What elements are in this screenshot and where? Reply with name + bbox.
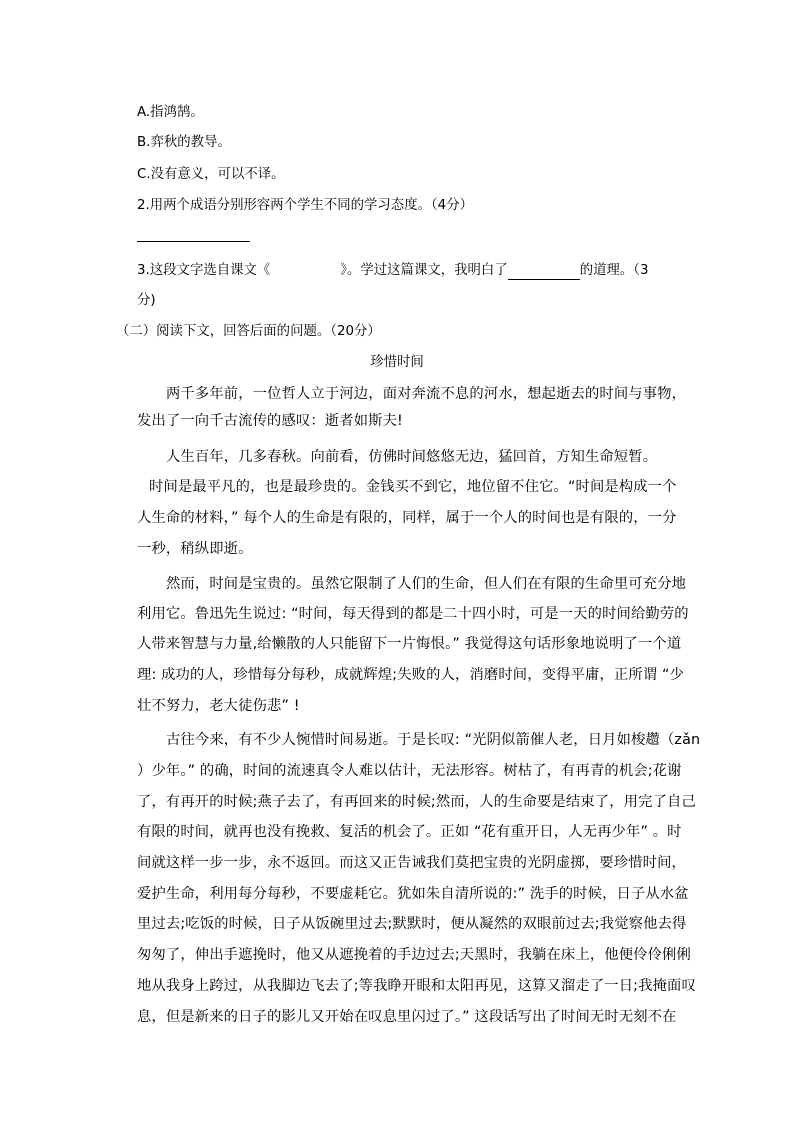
passage-line: 有限的时间，就再也没有挽救、复活的机会了。正如 “花有重开日，人无再少年” 。时 <box>137 824 682 840</box>
option-c: C.没有意义，可以不译。 <box>137 167 285 182</box>
passage-line: 息，但是新来的日子的影儿又开始在叹息里闪过了。” 这段话写出了时间无时无刻不在 <box>137 1009 677 1025</box>
passage-line: 爱护生命，利用每分每秒，不要虚耗它。犹如朱自清所说的:” 洗手的时候，日子从水盆 <box>137 886 689 902</box>
passage-title: 珍惜时间 <box>370 355 424 370</box>
passage-line: 地从我身上跨过，从我脚边飞去了;等我睁开眼和太阳再见，这算又溜走了一日;我掩面叹 <box>137 978 696 994</box>
passage-line: 然而，时间是宝贵的。虽然它限制了人们的生命，但人们在有限的生命里可充分地 <box>166 576 687 592</box>
question-3 <box>137 262 648 280</box>
option-b: B.弈秋的教导。 <box>137 135 231 150</box>
q3-text-part2: 》。学过这篇课文，我明白了 <box>340 263 508 278</box>
passage-line: 利用它。鲁迅先生说过: “时间，每天得到的都是二十四小时，可是一天的时间给勤劳的 <box>137 606 689 622</box>
question-2: 2.用两个成语分别形容两个学生不同的学习态度。（4分） <box>137 198 473 213</box>
q3-text-part1: 3.这段文字选自课文《 <box>137 263 271 278</box>
passage-line: 里过去;吃饭的时候，日子从饭碗里过去;默默时，便从凝然的双眼前过去;我觉察他去得 <box>137 916 687 932</box>
lesson-meaning-blank[interactable] <box>508 265 580 280</box>
option-a: A.指鸿鹄。 <box>137 105 204 120</box>
passage-line: 人生百年，几多春秋。向前看，仿佛时间悠悠无边，猛回首，方知生命短暂。 <box>166 449 658 465</box>
passage-line: 时间是最平凡的，也是最珍贵的。金钱买不到它，地位留不住它。“时间是构成一个 <box>149 479 677 495</box>
section-heading: （二）阅读下文，回答后面的问题。（20分） <box>116 324 381 339</box>
answer-blank-q2[interactable] <box>137 241 250 242</box>
q3-text-part3: 的道理。（3 <box>579 263 649 278</box>
passage-line: 人带来智慧与力量,给懒散的人只能留下一片悔恨。” 我觉得这句话形象地说明了一个道 <box>137 636 682 652</box>
question-3-line2: 分) <box>137 293 156 308</box>
passage-line: ）少年。” 的确，时间的流速真令人难以估计，无法形容。树枯了，有再青的机会;花谢 <box>137 763 682 779</box>
passage-line: 人生命的材料，” 每个人的生命是有限的，同样，属于一个人的时间也是有限的，一分 <box>137 510 677 526</box>
passage-line: 壮不努力，老大徒伤悲” ! <box>137 698 300 714</box>
passage-line: 匆匆了，伸出手遮挽时，他又从遮挽着的手边过去;天黑时，我躺在床上，他便伶伶俐俐 <box>137 947 691 963</box>
passage-line: 古往今来，有不少人惋惜时间易逝。于是长叹: “光阴似箭催人老，日月如梭趱（zǎn <box>166 732 701 748</box>
passage-line: 一秒，稍纵即逝。 <box>137 541 253 557</box>
passage-line: 两千多年前，一位哲人立于河边，面对奔流不息的河水，想起逝去的时间与事物， <box>166 386 687 402</box>
passage-line: 发出了一向千古流传的感叹：逝者如斯夫! <box>137 413 403 429</box>
passage-line: 理: 成功的人，珍惜每分每秒，成就辉煌;失败的人，消磨时间，变得平庸，正所谓 “少 <box>137 667 684 683</box>
passage-line: 了，有再开的时候;燕子去了，有再回来的时候;然而，人的生命要是结束了，用完了自己 <box>137 794 696 810</box>
passage-line: 间就这样一步一步，永不返回。而这又正告诫我们莫把宝贵的光阴虚掷，要珍惜时间， <box>137 855 686 871</box>
